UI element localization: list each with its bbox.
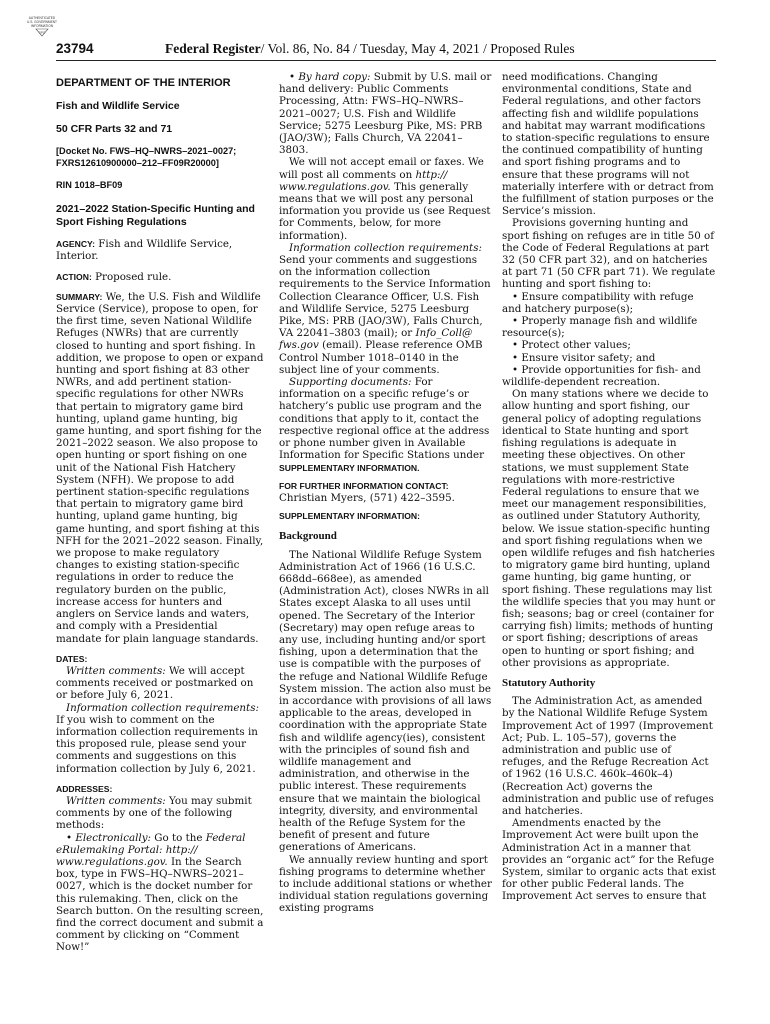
- info-collection-label: Information collection requirements:: [66, 701, 259, 714]
- no-email-paragraph: [279, 156, 492, 241]
- regulations-link[interactable]: http:// www.regulations.gov.: [279, 168, 448, 193]
- info-coll-post: (email). Please reference OMB Control Number 1018–0140 in the subject line of your comments.: [279, 339, 483, 376]
- col3-paragraph-2: Provisions governing hunting and sport fishing on refuges are in title 50 of the Code of Federal Regulations at part 32 (50 CFR part 32), and on hatcheries at part 71 (50 CFR part 71). We regulate hunting and sport fishing to:: [502, 217, 716, 291]
- no-email-post: This generally means that we will post any personal information you provide us (see Request for Comments, below, for more information).: [279, 180, 491, 242]
- addresses-electronically: • Electronically: Go to the Federal eRulemaking Portal: http:// www.regulations.gov. In the Search box, type in FWS–HQ–NWRS–2021–0027, which is the docket number for this rulemaking. Then, click on the Search button. On the resulting screen, find the correct document and submit a comment by clicking on “Comment Now!”: [56, 831, 264, 954]
- bullet-text: Ensure compatibility with refuge and hatchery purpose(s);: [502, 290, 694, 315]
- supporting-label: Supporting documents:: [289, 376, 412, 389]
- bullet-item: • Provide opportunities for fish- and wildlife-dependent recreation.: [502, 363, 701, 389]
- electronically-label: Electronically:: [75, 831, 151, 844]
- action-text: Proposed rule.: [95, 270, 172, 283]
- written-comments-label: Written comments:: [66, 664, 166, 677]
- info-coll-text: Send your comments and suggestions on the information collection requirements to the Service Information Collection Clearance Officer, U.S. Fish and Wildlife Service, 5275 Leesburg Pike, MS: PRB (JAO/3W), Falls Church, VA 22041–3803 (mail); or: [279, 254, 491, 340]
- supporting-paragraph: [279, 376, 492, 474]
- svg-text:U.S. GOVERNMENT: U.S. GOVERNMENT: [27, 20, 57, 24]
- hard-copy-text: Submit by U.S. mail or hand delivery: Public Comments Processing, Attn: FWS–HQ–NWRS– 2021–0027; U.S. Fish and Wildlife Service; 5275 Leesburg Pike, MS: PRB (JAO/3W); Falls Church, VA 22041– 3803.: [279, 71, 492, 157]
- cfr-heading: 50 CFR Parts 32 and 71: [56, 123, 173, 135]
- bullet-item: • Properly manage fish and wildlife resource(s);: [502, 315, 698, 340]
- dates-written-comments: [56, 665, 264, 702]
- bullet-item: • Ensure compatibility with refuge and hatchery purpose(s);: [502, 290, 694, 315]
- electronically-pre: Go to the: [154, 831, 203, 844]
- summary-text: We, the U.S. Fish and Wildlife Service (Service), propose to open, for the first time, seven National Wildlife Refuges (NWRs) that are currently closed to hunting and sport fishing. In addition, we propose to open or expand hunting and sport fishing at 83 other NWRs, and add pertinent station-specific regulations for other NWRs that pertain to migratory game bird hunting, upland game hunting, big game hunting, and sport fishing for the 2021–2022 season. We also propose to open hunting or sport fishing on one unit of the National Fish Hatchery System (NFH). We propose to add pertinent station-specific regulations that pertain to migratory game bird hunting, upland game hunting, big game hunting, and sport fishing at this NFH for the 2021–2022 season. Finally, we propose to make regulatory changes to existing station-specific regulations in order to reduce the regulatory burden on the public, increase access for hunters and anglers on Service lands and waters, and comply with a Presidential mandate for plain language standards.: [56, 290, 264, 645]
- no-email-pre: We will not accept email or faxes. We will post all comments on: [279, 156, 484, 181]
- agency-line: [56, 238, 264, 262]
- further-text: Christian Myers, (571) 422–3595.: [279, 491, 455, 504]
- rin-number: RIN 1018–BF09: [56, 180, 123, 190]
- column-2: [279, 71, 492, 915]
- dates-info-collection: [56, 702, 264, 775]
- bullet-text: Ensure visitor safety; and: [521, 351, 656, 364]
- rule-title: 2021–2022 Station-Specific Hunting and Sport Fishing Regulations: [56, 203, 255, 228]
- header-rule: [56, 60, 716, 61]
- action-label: ACTION:: [56, 271, 92, 282]
- supporting-ref: SUPPLEMENTARY INFORMATION.: [279, 462, 420, 473]
- col3-paragraph-3: On many stations where we decide to allow hunting and sport fishing, our general policy of adopting regulations identical to State hunting and sport fishing regulations is adequate in meeting these objectives. On other stations, we must supplement State regulations with more-restrictive Federal regulations to ensure that we meet our management responsibilities, as outlined under Statutory Authority, below. We issue station-specific hunting and sport fishing regulations when we open wildlife refuges and fish hatcheries to migratory game bird hunting, upland game hunting, big game hunting, or sport fishing. These regulations may list the wildlife species that you may hunt or fish; seasons; bag or creel (container for carrying fish) limits; methods of hunting or sport fishing; descriptions of areas open to hunting or sport fishing; and other provisions as appropriate.: [502, 388, 716, 669]
- supporting-text: For information on a specific refuge’s or hatchery’s public use program and the conditions that apply to it, contact the respective regional office at the address or phone number given in Available Information for Specific Stations under: [279, 376, 490, 462]
- department-heading: DEPARTMENT OF THE INTERIOR: [56, 77, 231, 89]
- hard-copy-label: By hard copy:: [298, 71, 371, 83]
- info-coll-paragraph: [279, 242, 492, 376]
- supp-label: SUPPLEMENTARY INFORMATION:: [279, 511, 420, 522]
- background-paragraph-1: The National Wildlife Refuge System Administration Act of 1966 (16 U.S.C. 668dd–668ee), as amended (Administration Act), closes NWRs in all States except Alaska to all uses until opened. The Secretary of the Interior (Secretary) may open refuge areas to any use, including hunting and/or sport fishing, upon a determination that the use is compatible with the purposes of the refuge and National Wildlife Refuge System mission. The action also must be in accordance with provisions of all laws applicable to the areas, developed in coordination with the appropriate State fish and wildlife agency(ies), consistent with the principles of sound fish and wildlife management and administration, and otherwise in the public interest. These requirements ensure that we maintain the biological integrity, diversity, and environmental health of the Refuge System for the benefit of present and future generations of Americans.: [279, 548, 492, 854]
- summary-paragraph: [56, 291, 264, 645]
- addresses-label: ADDRESSES:: [56, 783, 113, 794]
- page-number: 23794: [56, 41, 94, 56]
- bullet-text: Provide opportunities for fish- and wildlife-dependent recreation.: [502, 363, 701, 389]
- running-head: [165, 41, 575, 57]
- svg-text:INFORMATION: INFORMATION: [30, 24, 54, 28]
- column-3: [502, 71, 716, 903]
- hard-copy-paragraph: • By hard copy: Submit by U.S. mail or hand delivery: Public Comments Processing, Attn: FWS–HQ–NWRS– 2021–0027; U.S. Fish and Wildlife Service; 5275 Leesburg Pike, MS: PRB (JAO/3W); Falls Church, VA 22041– 3803.: [279, 71, 492, 157]
- portal-link[interactable]: Federal eRulemaking Portal: http:// www.regulations.gov.: [56, 831, 246, 868]
- bullet-item: • Ensure visitor safety; and: [512, 351, 656, 364]
- col3-paragraph-5: Amendments enacted by the Improvement Act were built upon the Administration Act in a manner that provides an “organic act” for the Refuge System, similar to organic acts that exist for other public Federal lands. The Improvement Act serves to ensure that: [502, 817, 716, 903]
- issue-info: / Vol. 86, No. 84 / Tuesday, May 4, 2021 / Proposed Rules: [260, 41, 575, 56]
- statutory-authority-heading: Statutory Authority: [502, 676, 596, 689]
- info-collection-text: If you wish to comment on the information collection requirements in this proposed rule, please send your comments and suggestions on this information collection by July 6, 2021.: [56, 713, 258, 775]
- agency-text: Fish and Wildlife Service, Interior.: [56, 238, 233, 263]
- col3-paragraph-1: need modifications. Changing environmental conditions, State and Federal regulations, and other factors affecting fish and wildlife populations and habitat may warrant modifications to station-specific regulations to ensure the continued compatibility of hunting and sport fishing programs and to ensure that these programs will not materially interfere with or detract from the fulfillment of station purposes or the Service’s mission.: [502, 71, 714, 218]
- col3-paragraph-4: The Administration Act, as amended by the National Wildlife Refuge System Improvement Act of 1997 (Improvement Act; Pub. L. 105–57), governs the administration and public use of refuges, and the Refuge Recreation Act of 1962 (16 U.S.C. 460k–460k–4) (Recreation Act) governs the administration and public use of refuges and hatcheries.: [502, 695, 714, 817]
- journal-name: Federal Register: [165, 41, 261, 56]
- svg-text:GPO: GPO: [38, 30, 46, 35]
- addresses-written: [56, 795, 264, 832]
- background-paragraph-2: We annually review hunting and sport fishing programs to determine whether to include additional stations or whether individual station regulations governing existing programs: [279, 853, 492, 915]
- bullet-text: Protect other values;: [521, 339, 631, 352]
- dates-label: DATES:: [56, 653, 88, 664]
- further-label: FOR FURTHER INFORMATION CONTACT:: [279, 480, 449, 491]
- agency-label: AGENCY:: [56, 239, 95, 250]
- column-1: [56, 71, 264, 954]
- further-info: [279, 480, 492, 504]
- action-line: [56, 271, 264, 283]
- summary-label: SUMMARY:: [56, 291, 103, 302]
- bullet-text: Properly manage fish and wildlife resource(s);: [502, 315, 698, 340]
- docket-number: [Docket No. FWS–HQ–NWRS–2021–0027; FXRS12610900000–212–FF09R20000]: [56, 146, 237, 168]
- electronically-text: In the Search box, type in FWS–HQ–NWRS–2021–0027, which is the docket number for this rulemaking. Then, click on the Search button. On the resulting screen, find the correct document and submit a comment by clicking on “Comment Now!”: [56, 855, 264, 954]
- background-heading: Background: [279, 530, 337, 543]
- addresses-written-text: You may submit comments by one of the following methods:: [56, 794, 252, 832]
- agency-heading: Fish and Wildlife Service: [56, 100, 180, 112]
- gpo-authentication-logo: [22, 14, 62, 38]
- svg-text:AUTHENTICATED: AUTHENTICATED: [28, 16, 56, 20]
- addresses-written-label: Written comments:: [66, 794, 166, 807]
- info-coll-label: Information collection requirements:: [289, 241, 482, 254]
- written-comments-text: We will accept comments received or postmarked on or before July 6, 2021.: [56, 664, 254, 702]
- info-coll-email-link[interactable]: Info_Coll@ fws.gov: [279, 327, 473, 352]
- bullet-item: • Protect other values;: [512, 339, 631, 352]
